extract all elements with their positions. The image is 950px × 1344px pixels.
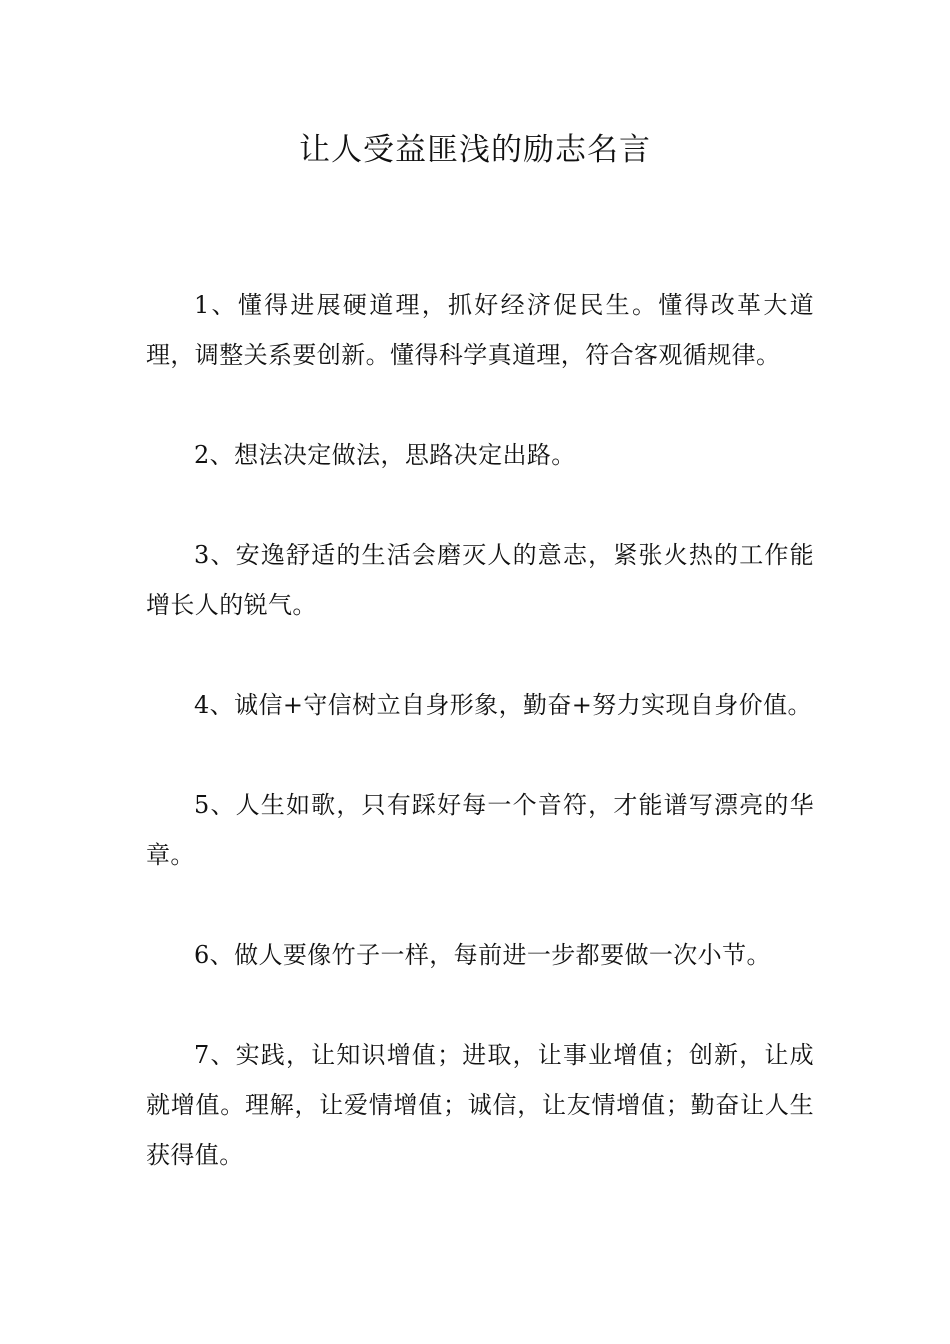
quote-paragraph-5: 5、人生如歌，只有踩好每一个音符，才能谱写漂亮的华章。: [146, 791, 814, 869]
quote-paragraph-4: 4、诚信+守信树立自身形象，勤奋+努力实现自身价值。: [194, 691, 812, 719]
document-title: 让人受益匪浅的励志名言: [299, 132, 651, 168]
document-body: [146, 280, 814, 1230]
quote-paragraph-6: 6、做人要像竹子一样，每前进一步都要做一次小节。: [194, 941, 771, 969]
quote-paragraph-1: 1、懂得进展硬道理，抓好经济促民生。懂得改革大道理，调整关系要创新。懂得科学真道理，符合客观循规律。: [146, 291, 814, 369]
quote-paragraph-2: 2、想法决定做法，思路决定出路。: [194, 441, 576, 469]
quote-paragraph-3: 3、安逸舒适的生活会磨灭人的意志，紧张火热的工作能增长人的锐气。: [146, 541, 814, 619]
quote-paragraph-7: 7、实践，让知识增值；进取，让事业增值；创新，让成就增值。理解，让爱情增值；诚信，让友情增值；勤奋让人生获得值。: [146, 1041, 814, 1169]
